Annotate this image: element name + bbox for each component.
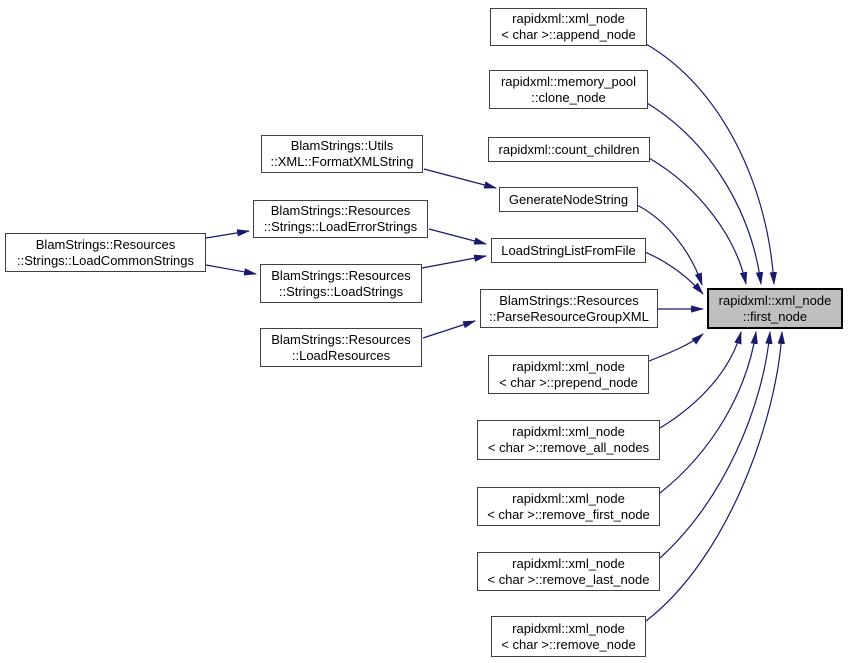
edge-format_xml_string-to-generate_node_string (424, 169, 496, 188)
node-label-line2: < char >::remove_first_node (487, 506, 650, 522)
node-label-line2: < char >::remove_last_node (487, 571, 650, 587)
node-remove-last-node[interactable] (477, 552, 660, 591)
edge-load_common_strings-to-load_error_strings (206, 231, 249, 238)
edge-prepend_node-to-first_node (649, 334, 703, 361)
edge-remove_first_node-to-first_node (660, 332, 756, 493)
node-label-line2: < char >::prepend_node (499, 374, 638, 390)
edge-load_string_list_from_file-to-first_node (645, 252, 703, 294)
node-parse-resource-group-xml[interactable] (480, 289, 658, 328)
edge-load_resources-to-parse_resource_group_xml (423, 321, 475, 338)
node-remove-all-nodes[interactable] (477, 420, 660, 460)
node-load-string-list-from-file[interactable] (491, 238, 646, 263)
node-label-line1: rapidxml::memory_pool (500, 73, 637, 89)
node-label-line1: rapidxml::xml_node (718, 292, 832, 308)
node-label-line1: GenerateNodeString (508, 191, 629, 207)
node-label-line1: rapidxml::xml_node (512, 11, 625, 26)
node-label-line2: ::Strings::LoadStrings (278, 283, 404, 299)
node-count-children[interactable] (488, 137, 650, 162)
node-load-error-strings[interactable] (253, 200, 428, 238)
node-label-line2: ::ParseResourceGroupXML (489, 308, 649, 324)
node-load-common-strings[interactable] (5, 233, 206, 272)
node-label-line2: ::clone_node (531, 89, 606, 105)
node-label-line2: < char >::remove_all_nodes (487, 440, 650, 455)
node-label-line1: BlamStrings::Resources (271, 331, 411, 347)
node-label-line1: rapidxml::count_children (498, 141, 640, 157)
node-label-line1: BlamStrings::Resources (499, 292, 639, 308)
node-format-xml-string[interactable] (261, 135, 423, 173)
node-first-node-current (707, 288, 843, 329)
edge-generate_node_string-to-first_node (637, 205, 702, 285)
edge-append_node-to-first_node (646, 44, 774, 284)
node-label-line2: ::XML::FormatXMLString (270, 154, 414, 169)
node-clone-node[interactable] (489, 70, 648, 109)
node-generate-node-string[interactable] (499, 187, 638, 212)
node-label-line1: rapidxml::xml_node (512, 490, 625, 506)
node-label-line2: ::first_node (742, 308, 808, 324)
node-label-line1: rapidxml::xml_node (512, 620, 625, 636)
node-label-line2: ::Strings::LoadErrorStrings (263, 219, 418, 234)
node-append-node[interactable] (490, 8, 647, 46)
edge-count_children-to-first_node (649, 158, 746, 284)
edge-load_error_strings-to-load_string_list_from_file (429, 229, 486, 244)
node-label-line2: < char >::append_node (501, 27, 636, 42)
node-label-line1: BlamStrings::Resources (270, 203, 411, 218)
node-remove-first-node[interactable] (477, 487, 660, 526)
node-label-line1: BlamStrings::Utils (290, 138, 394, 153)
edge-remove_node-to-first_node (646, 332, 782, 621)
edge-load_common_strings-to-load_strings (206, 265, 256, 274)
node-label-line2: ::LoadResources (291, 347, 391, 363)
node-label-line2: ::Strings::LoadCommonStrings (16, 252, 195, 268)
node-prepend-node[interactable] (488, 355, 649, 394)
node-label-line1: rapidxml::xml_node (512, 358, 625, 374)
node-remove-node[interactable] (491, 616, 646, 657)
node-label-line1: BlamStrings::Resources (271, 267, 411, 283)
node-label-line1: rapidxml::xml_node (512, 555, 625, 571)
node-label-line1: BlamStrings::Resources (35, 236, 176, 252)
node-load-resources[interactable] (260, 328, 422, 367)
node-label-line2: < char >::remove_node (501, 636, 636, 652)
node-load-strings[interactable] (260, 264, 422, 303)
edge-clone_node-to-first_node (647, 103, 761, 284)
node-label-line1: LoadStringListFromFile (501, 242, 636, 258)
edge-load_strings-to-load_string_list_from_file (422, 256, 486, 268)
edge-remove_all_nodes-to-first_node (660, 332, 741, 428)
node-label-line1: rapidxml::xml_node (512, 424, 625, 439)
edge-remove_last_node-to-first_node (660, 332, 770, 558)
